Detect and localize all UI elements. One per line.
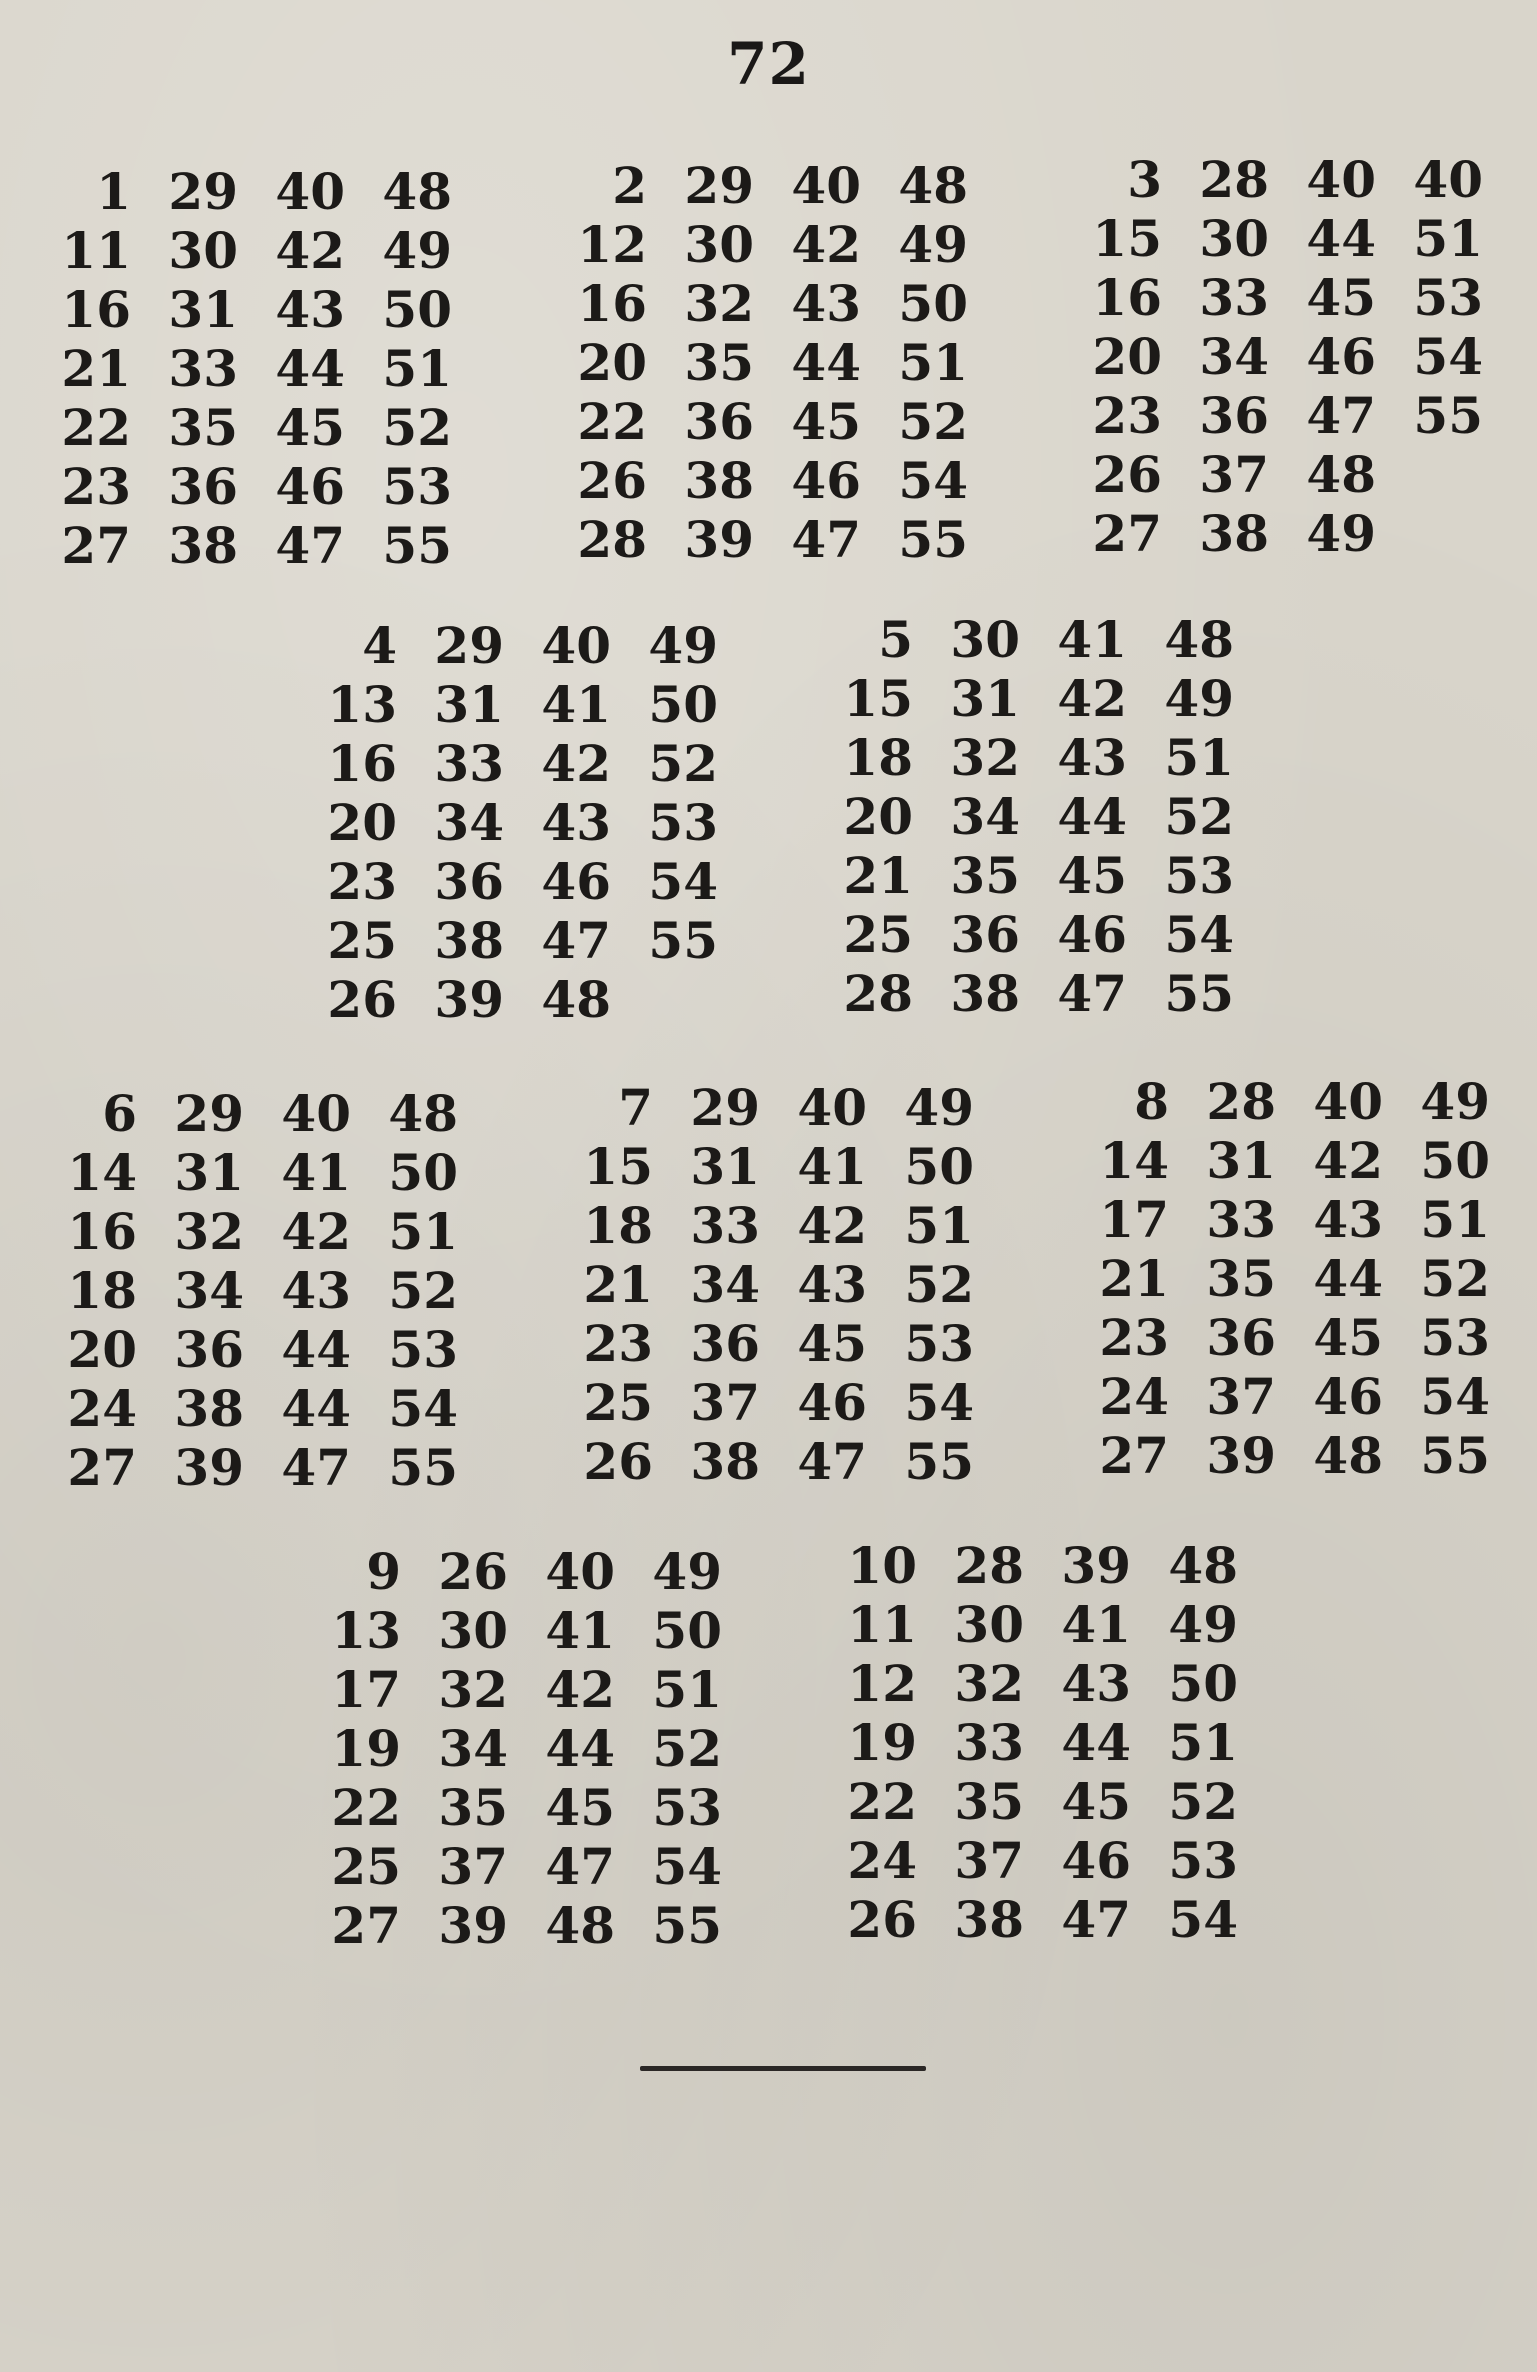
number-cell: 20 [1092, 327, 1162, 386]
number-cell: 6 [102, 1084, 137, 1143]
number-cell: 11 [61, 221, 131, 280]
number-cell: 49 [382, 221, 452, 280]
number-block [1061, 150, 1489, 563]
number-cell: 38 [174, 1379, 244, 1438]
number-cell: 44 [275, 339, 345, 398]
number-cell: 53 [388, 1320, 458, 1379]
number-cell: 36 [690, 1314, 760, 1373]
number-cell: 33 [434, 734, 504, 793]
number-cell: 42 [1313, 1131, 1383, 1190]
number-cell: 42 [545, 1660, 615, 1719]
number-cell: 48 [382, 162, 452, 221]
number-cell: 19 [847, 1713, 917, 1772]
number-cell: 29 [174, 1084, 244, 1143]
number-cell: 38 [954, 1890, 1024, 1949]
number-block [816, 1536, 1244, 1949]
number-cell: 44 [791, 333, 861, 392]
number-cell: 51 [388, 1202, 458, 1261]
number-cell: 28 [1199, 150, 1269, 209]
number-cell: 31 [950, 669, 1020, 728]
number-cell: 48 [1313, 1426, 1383, 1485]
number-cell: 30 [950, 610, 1020, 669]
number-cell: 49 [1168, 1595, 1238, 1654]
number-cell: 55 [904, 1432, 974, 1491]
number-cell: 55 [1420, 1426, 1490, 1485]
number-cell: 22 [577, 392, 647, 451]
number-cell: 47 [797, 1432, 867, 1491]
number-cell: 53 [382, 457, 452, 516]
number-cell: 35 [1206, 1249, 1276, 1308]
number-cell: 39 [434, 970, 504, 1029]
number-block [546, 156, 974, 569]
number-cell: 46 [1061, 1831, 1131, 1890]
number-cell: 43 [797, 1255, 867, 1314]
number-block [36, 1084, 464, 1497]
number-cell: 41 [797, 1137, 867, 1196]
number-cell: 15 [1092, 209, 1162, 268]
number-cell: 38 [690, 1432, 760, 1491]
number-cell: 54 [1164, 905, 1234, 964]
number-cell: 51 [1413, 209, 1483, 268]
number-cell: 50 [898, 274, 968, 333]
number-cell: 55 [388, 1438, 458, 1497]
number-cell: 44 [545, 1719, 615, 1778]
number-cell: 55 [1413, 386, 1483, 445]
number-cell: 50 [652, 1601, 722, 1660]
number-cell: 36 [1206, 1308, 1276, 1367]
number-cell: 43 [1061, 1654, 1131, 1713]
number-cell: 46 [1306, 327, 1376, 386]
number-cell: 45 [1306, 268, 1376, 327]
number-cell: 35 [438, 1778, 508, 1837]
number-cell: 52 [1164, 787, 1234, 846]
number-cell: 22 [847, 1772, 917, 1831]
number-cell: 8 [1134, 1072, 1169, 1131]
number-cell: 46 [791, 451, 861, 510]
number-cell: 27 [1099, 1426, 1169, 1485]
number-cell: 32 [438, 1660, 508, 1719]
number-cell: 40 [1413, 150, 1483, 209]
number-block [1068, 1072, 1496, 1485]
number-cell: 55 [382, 516, 452, 575]
number-cell: 36 [684, 392, 754, 451]
number-cell: 34 [1199, 327, 1269, 386]
number-cell: 35 [684, 333, 754, 392]
number-cell: 37 [954, 1831, 1024, 1890]
number-cell: 26 [847, 1890, 917, 1949]
number-cell: 48 [898, 156, 968, 215]
number-cell: 15 [583, 1137, 653, 1196]
number-cell: 41 [545, 1601, 615, 1660]
number-cell: 24 [67, 1379, 137, 1438]
number-cell: 15 [843, 669, 913, 728]
number-cell: 36 [950, 905, 1020, 964]
number-cell: 30 [684, 215, 754, 274]
number-cell: 48 [1168, 1536, 1238, 1595]
number-cell: 23 [61, 457, 131, 516]
number-cell: 51 [898, 333, 968, 392]
number-cell: 53 [1420, 1308, 1490, 1367]
number-cell: 37 [690, 1373, 760, 1432]
number-cell: 51 [652, 1660, 722, 1719]
number-cell: 54 [1420, 1367, 1490, 1426]
number-cell: 2 [612, 156, 647, 215]
number-cell: 32 [950, 728, 1020, 787]
number-cell: 39 [438, 1896, 508, 1955]
number-cell: 20 [843, 787, 913, 846]
number-cell: 28 [954, 1536, 1024, 1595]
number-cell: 30 [168, 221, 238, 280]
number-cell: 24 [1099, 1367, 1169, 1426]
number-cell: 20 [327, 793, 397, 852]
number-cell: 33 [1199, 268, 1269, 327]
number-cell: 41 [1061, 1595, 1131, 1654]
number-cell: 40 [797, 1078, 867, 1137]
number-cell: 21 [1099, 1249, 1169, 1308]
number-cell: 52 [652, 1719, 722, 1778]
closing-rule [640, 2066, 926, 2071]
number-cell: 41 [1057, 610, 1127, 669]
number-cell: 41 [281, 1143, 351, 1202]
number-cell: 49 [648, 616, 718, 675]
number-cell: 44 [281, 1320, 351, 1379]
number-cell: 45 [545, 1778, 615, 1837]
number-cell: 44 [1306, 209, 1376, 268]
number-cell: 51 [904, 1196, 974, 1255]
number-cell: 43 [281, 1261, 351, 1320]
number-cell: 50 [648, 675, 718, 734]
number-cell: 40 [1306, 150, 1376, 209]
number-cell: 37 [1206, 1367, 1276, 1426]
number-block [30, 162, 458, 575]
number-cell: 14 [67, 1143, 137, 1202]
number-cell: 24 [847, 1831, 917, 1890]
number-cell: 10 [847, 1536, 917, 1595]
number-cell: 27 [1092, 504, 1162, 563]
number-cell: 51 [1164, 728, 1234, 787]
number-cell: 54 [1413, 327, 1483, 386]
number-cell: 16 [577, 274, 647, 333]
number-cell: 54 [1168, 1890, 1238, 1949]
number-cell: 49 [898, 215, 968, 274]
number-cell: 52 [1420, 1249, 1490, 1308]
number-cell: 36 [1199, 386, 1269, 445]
number-cell: 28 [577, 510, 647, 569]
number-cell: 39 [1206, 1426, 1276, 1485]
number-cell: 44 [1057, 787, 1127, 846]
number-cell: 53 [904, 1314, 974, 1373]
number-cell: 39 [174, 1438, 244, 1497]
number-cell: 22 [61, 398, 131, 457]
number-cell: 42 [541, 734, 611, 793]
number-block [812, 610, 1240, 1023]
number-cell: 55 [648, 911, 718, 970]
number-cell: 3 [1127, 150, 1162, 209]
number-cell: 40 [791, 156, 861, 215]
number-cell: 51 [1168, 1713, 1238, 1772]
number-cell: 45 [1313, 1308, 1383, 1367]
number-cell: 39 [1061, 1536, 1131, 1595]
number-cell: 45 [791, 392, 861, 451]
number-cell: 36 [168, 457, 238, 516]
number-cell: 11 [847, 1595, 917, 1654]
number-cell: 22 [331, 1778, 401, 1837]
number-cell: 17 [1099, 1190, 1169, 1249]
number-cell: 53 [1164, 846, 1234, 905]
number-cell: 25 [583, 1373, 653, 1432]
number-cell: 42 [1057, 669, 1127, 728]
number-cell: 32 [684, 274, 754, 333]
number-cell: 45 [275, 398, 345, 457]
number-cell: 35 [950, 846, 1020, 905]
number-cell: 23 [1099, 1308, 1169, 1367]
number-cell: 35 [168, 398, 238, 457]
number-cell: 50 [904, 1137, 974, 1196]
number-cell: 53 [1413, 268, 1483, 327]
number-cell: 18 [583, 1196, 653, 1255]
number-cell: 26 [438, 1542, 508, 1601]
number-cell: 44 [1313, 1249, 1383, 1308]
number-cell: 21 [583, 1255, 653, 1314]
number-cell: 23 [1092, 386, 1162, 445]
number-cell: 38 [684, 451, 754, 510]
number-cell: 41 [541, 675, 611, 734]
number-cell: 40 [281, 1084, 351, 1143]
number-block [296, 616, 724, 1029]
number-cell: 51 [1420, 1190, 1490, 1249]
number-cell: 26 [583, 1432, 653, 1491]
number-cell: 45 [1061, 1772, 1131, 1831]
number-cell: 55 [1164, 964, 1234, 1023]
number-cell: 43 [791, 274, 861, 333]
number-cell: 47 [275, 516, 345, 575]
number-cell: 13 [331, 1601, 401, 1660]
number-cell: 13 [327, 675, 397, 734]
number-cell: 32 [954, 1654, 1024, 1713]
number-cell: 25 [843, 905, 913, 964]
number-cell: 55 [898, 510, 968, 569]
number-cell: 32 [174, 1202, 244, 1261]
number-cell: 51 [382, 339, 452, 398]
number-cell: 47 [1306, 386, 1376, 445]
number-cell: 46 [275, 457, 345, 516]
number-cell [1382, 504, 1489, 563]
number-cell: 14 [1099, 1131, 1169, 1190]
number-cell: 31 [690, 1137, 760, 1196]
number-cell: 55 [652, 1896, 722, 1955]
number-cell: 26 [1092, 445, 1162, 504]
number-cell: 47 [791, 510, 861, 569]
number-cell: 31 [434, 675, 504, 734]
number-cell: 30 [438, 1601, 508, 1660]
number-cell: 29 [690, 1078, 760, 1137]
number-cell: 21 [61, 339, 131, 398]
number-cell: 52 [382, 398, 452, 457]
number-cell: 29 [168, 162, 238, 221]
number-cell: 34 [950, 787, 1020, 846]
number-cell: 33 [168, 339, 238, 398]
number-cell: 35 [954, 1772, 1024, 1831]
number-cell: 50 [388, 1143, 458, 1202]
number-cell: 52 [388, 1261, 458, 1320]
number-cell: 40 [1313, 1072, 1383, 1131]
number-cell: 16 [61, 280, 131, 339]
number-cell: 44 [281, 1379, 351, 1438]
number-cell [617, 970, 724, 1029]
number-cell: 30 [1199, 209, 1269, 268]
number-cell: 37 [438, 1837, 508, 1896]
number-cell: 5 [878, 610, 913, 669]
number-cell: 48 [1306, 445, 1376, 504]
number-cell: 39 [684, 510, 754, 569]
number-cell: 47 [545, 1837, 615, 1896]
number-cell: 16 [67, 1202, 137, 1261]
number-cell: 48 [1164, 610, 1234, 669]
number-cell: 53 [648, 793, 718, 852]
number-cell: 19 [331, 1719, 401, 1778]
number-cell: 43 [541, 793, 611, 852]
number-cell: 54 [652, 1837, 722, 1896]
number-cell: 52 [1168, 1772, 1238, 1831]
number-cell: 30 [954, 1595, 1024, 1654]
number-cell: 20 [67, 1320, 137, 1379]
number-cell: 36 [434, 852, 504, 911]
number-cell: 31 [174, 1143, 244, 1202]
number-cell: 53 [1168, 1831, 1238, 1890]
number-cell: 42 [275, 221, 345, 280]
number-cell: 47 [541, 911, 611, 970]
number-cell: 23 [327, 852, 397, 911]
number-cell: 33 [954, 1713, 1024, 1772]
number-cell: 54 [898, 451, 968, 510]
number-cell: 23 [583, 1314, 653, 1373]
number-cell: 34 [434, 793, 504, 852]
number-cell: 50 [1168, 1654, 1238, 1713]
number-cell: 1 [96, 162, 131, 221]
number-cell: 18 [67, 1261, 137, 1320]
number-cell: 47 [281, 1438, 351, 1497]
number-block [552, 1078, 980, 1491]
number-cell: 31 [168, 280, 238, 339]
number-cell: 34 [690, 1255, 760, 1314]
number-cell: 47 [1061, 1890, 1131, 1949]
number-cell: 42 [791, 215, 861, 274]
number-cell: 27 [67, 1438, 137, 1497]
number-cell: 50 [382, 280, 452, 339]
number-cell: 54 [388, 1379, 458, 1438]
number-cell: 49 [652, 1542, 722, 1601]
number-cell: 25 [331, 1837, 401, 1896]
number-cell: 37 [1199, 445, 1269, 504]
number-cell: 47 [1057, 964, 1127, 1023]
number-cell: 20 [577, 333, 647, 392]
number-cell: 43 [1057, 728, 1127, 787]
number-cell: 38 [1199, 504, 1269, 563]
number-cell: 49 [1420, 1072, 1490, 1131]
number-cell: 53 [652, 1778, 722, 1837]
number-cell: 46 [541, 852, 611, 911]
number-cell: 54 [904, 1373, 974, 1432]
number-cell: 27 [61, 516, 131, 575]
number-cell: 46 [1057, 905, 1127, 964]
number-cell: 46 [1313, 1367, 1383, 1426]
number-cell: 46 [797, 1373, 867, 1432]
number-cell: 21 [843, 846, 913, 905]
number-cell: 33 [690, 1196, 760, 1255]
number-cell: 7 [618, 1078, 653, 1137]
number-cell: 16 [327, 734, 397, 793]
number-cell: 40 [545, 1542, 615, 1601]
number-cell: 52 [648, 734, 718, 793]
number-cell: 18 [843, 728, 913, 787]
number-cell: 17 [331, 1660, 401, 1719]
number-cell: 48 [388, 1084, 458, 1143]
number-cell: 44 [1061, 1713, 1131, 1772]
number-cell: 9 [366, 1542, 401, 1601]
number-cell: 40 [541, 616, 611, 675]
number-cell: 34 [438, 1719, 508, 1778]
number-cell: 52 [904, 1255, 974, 1314]
number-cell: 52 [898, 392, 968, 451]
number-cell: 28 [843, 964, 913, 1023]
number-cell: 38 [950, 964, 1020, 1023]
number-cell: 16 [1092, 268, 1162, 327]
number-cell: 48 [545, 1896, 615, 1955]
number-cell: 28 [1206, 1072, 1276, 1131]
number-cell: 38 [434, 911, 504, 970]
number-cell: 26 [577, 451, 647, 510]
number-cell: 12 [577, 215, 647, 274]
number-cell: 36 [174, 1320, 244, 1379]
number-cell: 45 [797, 1314, 867, 1373]
number-cell: 40 [275, 162, 345, 221]
number-cell: 43 [275, 280, 345, 339]
number-cell: 29 [434, 616, 504, 675]
number-cell: 50 [1420, 1131, 1490, 1190]
number-cell: 12 [847, 1654, 917, 1713]
number-cell: 34 [174, 1261, 244, 1320]
number-cell: 25 [327, 911, 397, 970]
number-cell: 27 [331, 1896, 401, 1955]
number-cell: 26 [327, 970, 397, 1029]
number-cell: 49 [1306, 504, 1376, 563]
number-cell: 49 [1164, 669, 1234, 728]
number-cell: 31 [1206, 1131, 1276, 1190]
number-cell: 54 [648, 852, 718, 911]
number-cell: 49 [904, 1078, 974, 1137]
number-cell: 42 [797, 1196, 867, 1255]
number-cell: 42 [281, 1202, 351, 1261]
number-cell: 38 [168, 516, 238, 575]
number-block [300, 1542, 728, 1955]
number-cell: 48 [541, 970, 611, 1029]
number-cell: 33 [1206, 1190, 1276, 1249]
number-cell: 43 [1313, 1190, 1383, 1249]
number-cell: 45 [1057, 846, 1127, 905]
number-cell [1382, 445, 1489, 504]
page-number: 72 [727, 30, 810, 98]
number-cell: 4 [362, 616, 397, 675]
number-cell: 29 [684, 156, 754, 215]
